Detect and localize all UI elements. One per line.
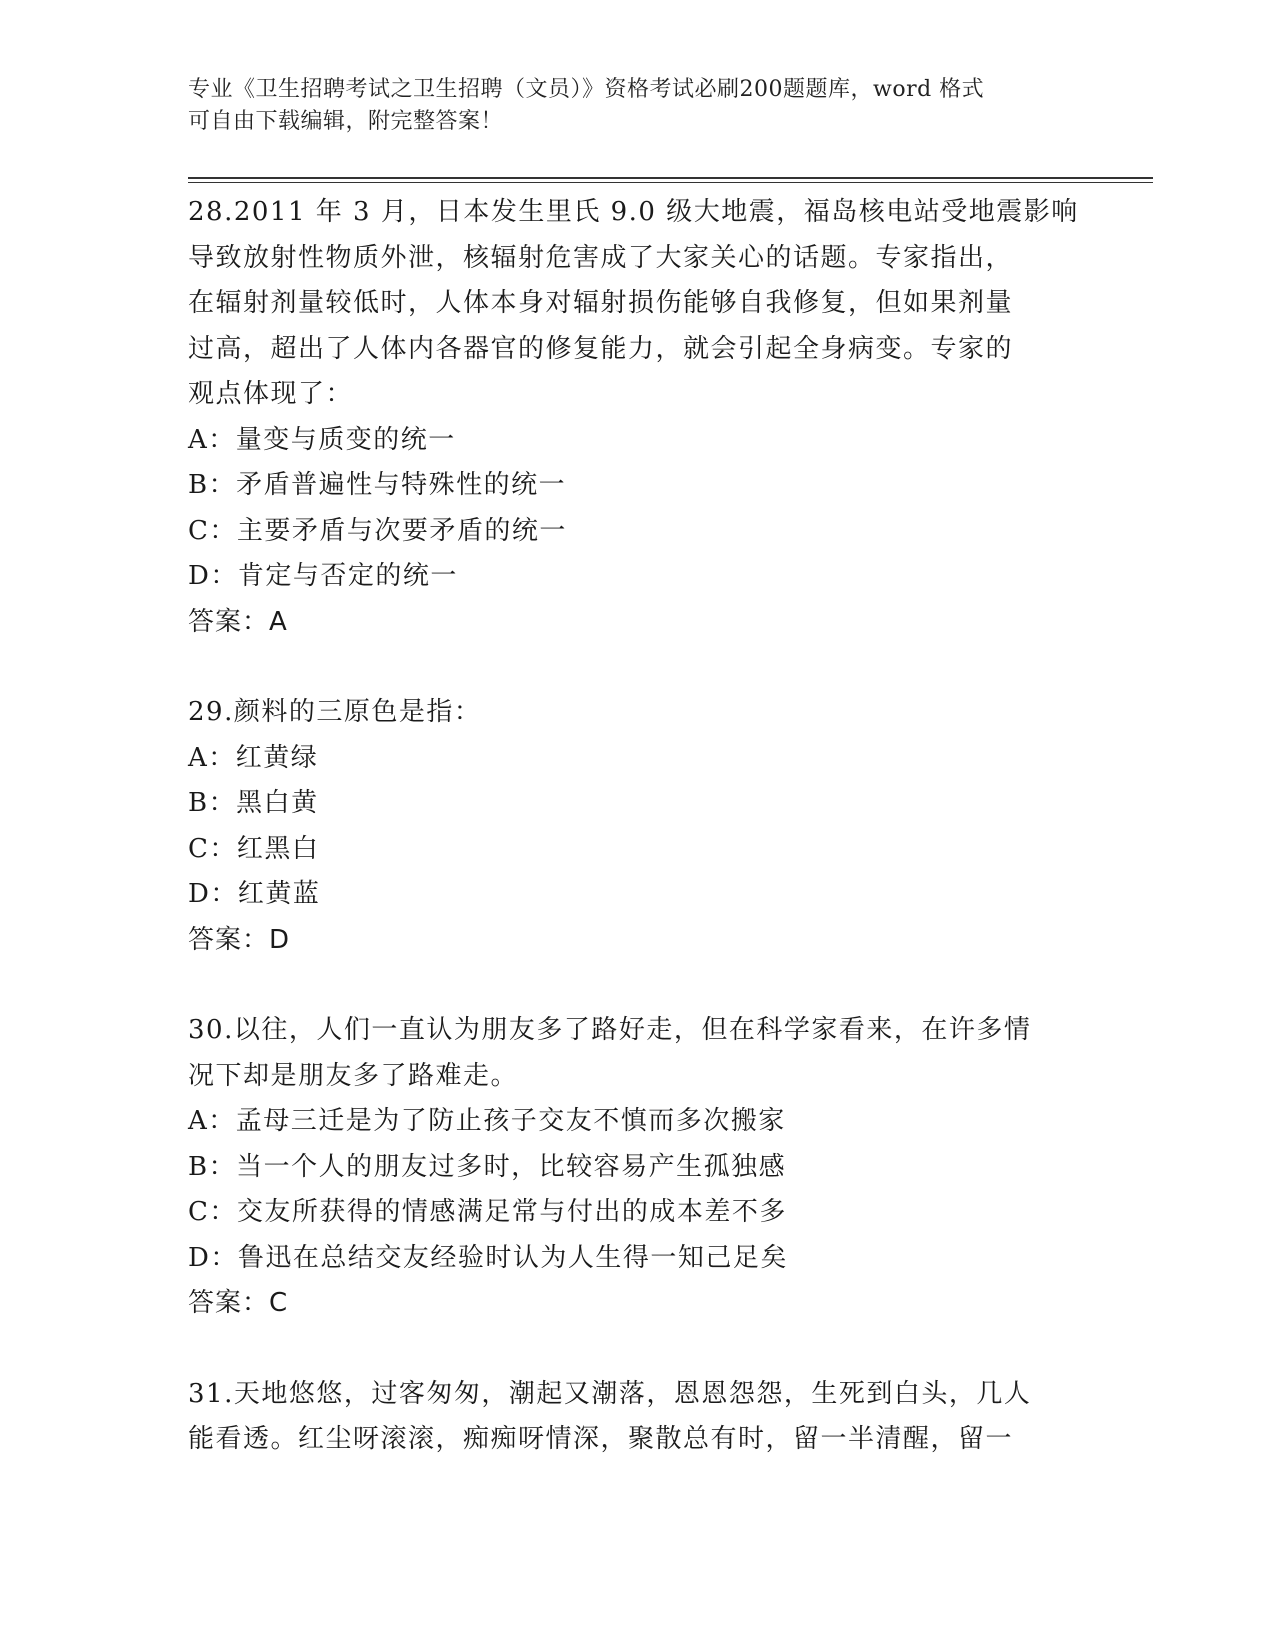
option-a: A：孟母三迁是为了防止孩子交友不慎而多次搬家 — [188, 1106, 786, 1136]
answer-line: 答案：D — [188, 924, 291, 955]
question-text-line: 30.以往，人们一直认为朋友多了路好走，但在科学家看来，在许多情 — [188, 1015, 1032, 1045]
option-d: D：鲁迅在总结交友经验时认为人生得一知己足矣 — [188, 1242, 788, 1273]
question-31 — [188, 1372, 1088, 1463]
spacer — [188, 645, 1088, 690]
header-line-1: 专业《卫生招聘考试之卫生招聘（文员）》资格考试必刷200题题库，word 格式 — [188, 77, 985, 102]
option-a: A：量变与质变的统一 — [188, 424, 456, 455]
document-header — [188, 74, 1068, 138]
question-text-line: 在辐射剂量较低时，人体本身对辐射损伤能够自我修复，但如果剂量 — [188, 288, 1014, 318]
question-list — [188, 190, 1088, 1463]
spacer — [188, 963, 1088, 1008]
option-a: A：红黄绿 — [188, 742, 319, 773]
question-text-line: 导致放射性物质外泄，核辐射危害成了大家关心的话题。专家指出， — [188, 242, 1014, 273]
question-text-line: 观点体现了： — [188, 379, 354, 409]
question-30 — [188, 1008, 1088, 1327]
question-text-line: 过高，超出了人体内各器官的修复能力，就会引起全身病变。专家的 — [188, 333, 1014, 364]
header-line-2: 可自由下载编辑，附完整答案！ — [188, 109, 504, 134]
answer-line: 答案：A — [188, 606, 288, 637]
header-divider-thick — [188, 177, 1153, 179]
option-c: C：交友所获得的情感满足常与付出的成本差不多 — [188, 1197, 787, 1227]
option-b: B：当一个人的朋友过多时，比较容易产生孤独感 — [188, 1151, 787, 1182]
option-d: D：红黄蓝 — [188, 879, 321, 909]
option-d: D：肯定与否定的统一 — [188, 561, 458, 591]
question-text-line: 况下却是朋友多了路难走。 — [188, 1060, 519, 1091]
question-text-line: 28.2011 年 3 月，日本发生里氏 9.0 级大地震，福岛核电站受地震影响 — [188, 197, 1079, 227]
question-29 — [188, 690, 1088, 963]
answer-line: 答案：C — [188, 1288, 289, 1318]
question-28 — [188, 190, 1088, 645]
option-b: B：矛盾普遍性与特殊性的统一 — [188, 470, 567, 500]
option-c: C：主要矛盾与次要矛盾的统一 — [188, 515, 567, 546]
option-c: C：红黑白 — [188, 833, 320, 864]
question-text-line: 29.颜料的三原色是指： — [188, 697, 482, 727]
question-text-line: 31.天地悠悠，过客匆匆，潮起又潮落，恩恩怨怨，生死到白头，几人 — [188, 1378, 1032, 1409]
header-divider-thin — [188, 182, 1153, 183]
spacer — [188, 1327, 1088, 1372]
question-text-line: 能看透。红尘呀滚滚，痴痴呀情深，聚散总有时，留一半清醒，留一 — [188, 1424, 1014, 1454]
option-b: B：黑白黄 — [188, 788, 319, 818]
